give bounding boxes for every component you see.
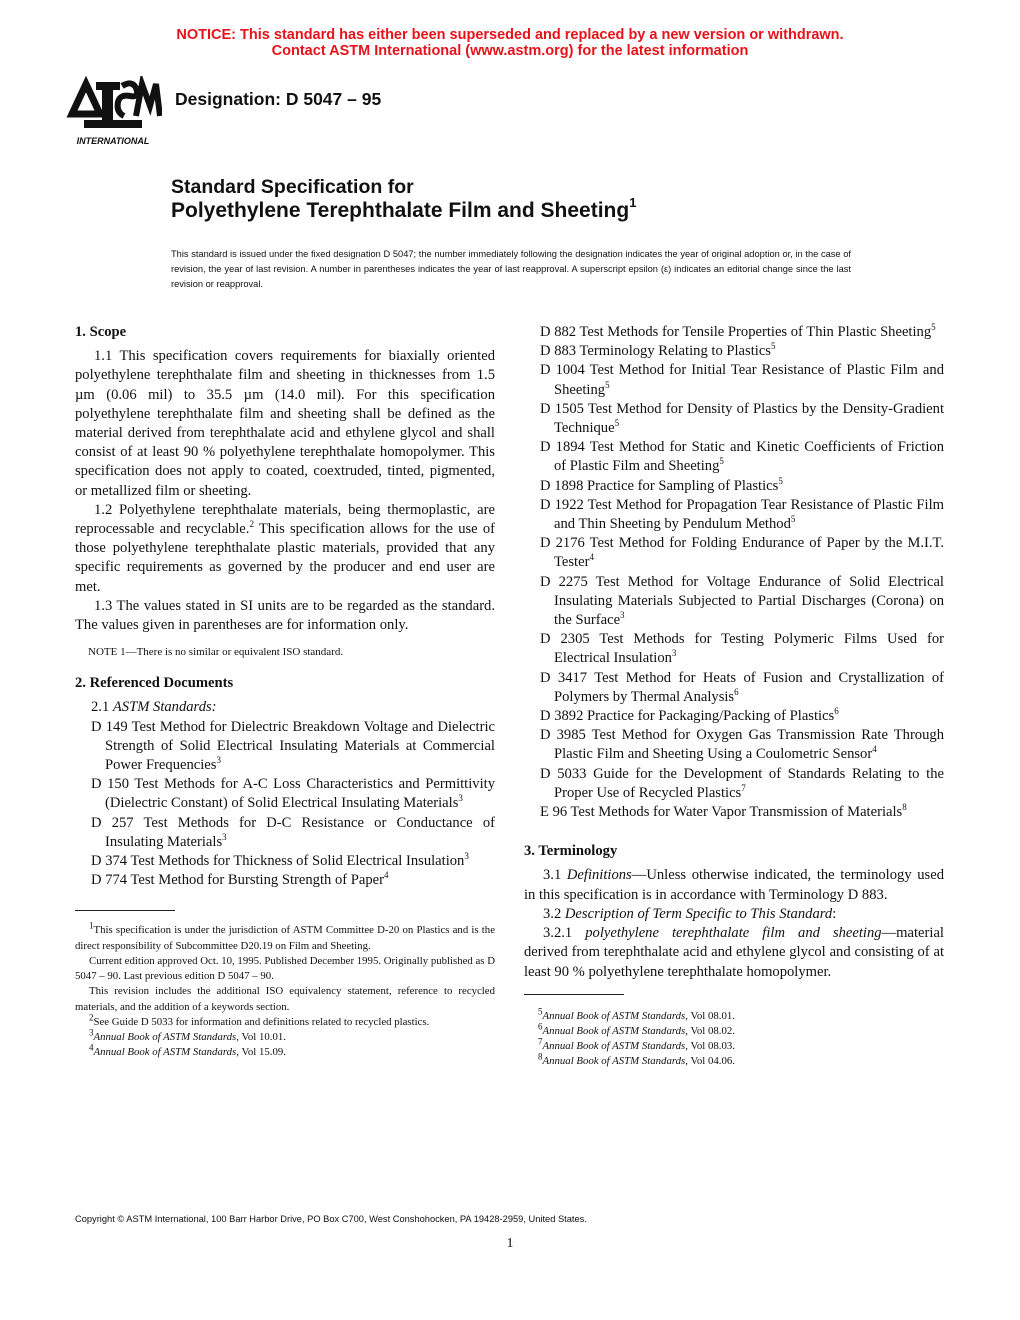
para-text: —material derived from terephthalate acid and ethylene glycol and consisting of at least 90 % polyethylene terephthalate homopolymer.	[524, 925, 944, 980]
reference-item	[524, 707, 944, 726]
footnote-ref: 5	[614, 418, 620, 429]
reference-text: D 1898 Practice for Sampling of Plastics	[540, 477, 779, 494]
footnote-text: , Vol 10.01.	[236, 1030, 286, 1043]
footnote-italic: Annual Book of ASTM Standards	[542, 1040, 686, 1053]
footnote-ref: 7	[741, 783, 746, 794]
title-text: Polyethylene Terephthalate Film and Sheeting	[171, 199, 630, 222]
reference-item	[524, 361, 944, 399]
footnote-text: See Guide D 5033 for information and definitions related to recycled plastics.	[93, 1015, 430, 1028]
page-number: 1	[506, 1236, 514, 1251]
reference-item	[524, 323, 944, 342]
reference-item	[524, 669, 944, 707]
reference-item	[524, 803, 944, 822]
footnote-ref: 3	[671, 648, 677, 659]
withdrawal-notice	[0, 27, 1020, 59]
reference-item	[524, 765, 944, 803]
reference-text: D 3417 Test Method for Heats of Fusion and Crystallization of Polymers by Thermal Analysis	[540, 669, 944, 705]
footnote-ref: 2	[249, 519, 254, 530]
footnote-ref: 5	[719, 456, 724, 467]
reference-item	[524, 342, 944, 361]
footnote-italic: Annual Book of ASTM Standards	[93, 1046, 237, 1059]
reference-text: D 883 Terminology Relating to Plastics	[540, 343, 771, 360]
para-num: 3.1	[543, 867, 567, 884]
para-num: 3.2.1	[543, 925, 586, 942]
astm-logo-icon	[64, 76, 162, 148]
footnote	[524, 1021, 944, 1039]
footnote-ref: 3	[216, 755, 221, 766]
para-italic: polyethylene terephthalate film and sheeting	[585, 925, 882, 942]
footnote-mark: 4	[89, 1042, 94, 1053]
reference-text: D 774 Test Method for Bursting Strength of Paper	[91, 872, 384, 889]
right-footnotes	[524, 1006, 944, 1070]
reference-text: D 1894 Test Method for Static and Kinetic Coefficients of Friction of Plastic Film and Sheeting	[540, 439, 944, 475]
footnote-text: , Vol 15.09.	[236, 1046, 286, 1059]
reference-item	[75, 814, 495, 852]
reference-text: D 2275 Test Method for Voltage Endurance of Solid Electrical Insulating Materials Subjected to Partial Discharges (Corona) on the Surface	[540, 573, 944, 629]
footnote-ref: 4	[589, 552, 594, 563]
reference-item	[524, 496, 944, 534]
footnote-text: , Vol 08.03.	[685, 1040, 735, 1053]
left-reference-list	[75, 718, 495, 891]
issue-note: This standard is issued under the fixed designation D 5047; the number immediately following the designation indicates the year of original adoption or, in the case of revision, the year of last revision. A number in parentheses indicates the year of last reapproval. A superscript epsilon (ε) indicates an editorial change since the last revision or reapproval.	[171, 249, 851, 289]
reference-text: D 1505 Test Method for Density of Plastics by the Density-Gradient Technique	[540, 400, 944, 437]
scope-para-2-cont: This specification allows for the use of those polyethylene terephthalate plastic materials, provided that any specific requirements as governed by the producer and end user are met.	[75, 521, 495, 595]
sub-num: 2.1	[91, 699, 113, 716]
footnote-ref: 6	[734, 687, 739, 697]
footnote-italic: Annual Book of ASTM Standards	[542, 1009, 686, 1022]
para-num: 3.2	[543, 905, 565, 922]
footnote-1	[75, 920, 495, 953]
reference-item	[524, 438, 944, 476]
right-reference-list	[524, 323, 944, 822]
footnote-mark: 8	[538, 1051, 543, 1062]
footnote-ref: 8	[902, 802, 907, 813]
footnote-ref: 4	[872, 744, 877, 755]
footnote-text: , Vol 08.02.	[685, 1024, 735, 1037]
footnote-ref: 3	[458, 793, 463, 804]
footnote-ref: 5	[931, 322, 936, 333]
reference-text: D 2305 Test Methods for Testing Polymeric Films Used for Electrical Insulation	[540, 631, 944, 667]
terminology-heading: 3. Terminology	[524, 843, 618, 860]
footnote-italic: Annual Book of ASTM Standards	[542, 1055, 686, 1068]
astm-standards-label	[75, 698, 495, 717]
scope-para-2	[75, 501, 495, 597]
scope-heading: 1. Scope	[75, 324, 127, 340]
scope-para-2-text: 1.2 Polyethylene terephthalate materials, being thermoplastic, are reprocessable and recyclable.	[75, 501, 495, 538]
reference-text: D 1922 Test Method for Propagation Tear Resistance of Plastic Film and Thin Sheeting by Pendulum Method	[540, 496, 944, 533]
reference-text: D 5033 Guide for the Development of Standards Relating to the Proper Use of Recycled Plastics	[540, 765, 944, 801]
reference-item	[75, 718, 495, 776]
footnote-mark: 6	[538, 1021, 543, 1032]
reference-text: D 2176 Test Method for Folding Endurance of Paper by the M.I.T. Tester	[540, 535, 944, 571]
logo-label: INTERNATIONAL	[76, 136, 150, 146]
footnote-mark: 5	[538, 1006, 543, 1017]
para-italic: Description of Term Specific to This Standard	[564, 905, 833, 922]
footnote-3	[75, 1027, 495, 1045]
footnote-mark: 2	[89, 1012, 94, 1023]
footnote-ref: 5	[778, 475, 783, 486]
para-text: :	[832, 905, 837, 922]
footnote-ref: 5	[605, 379, 610, 390]
footnote	[524, 1006, 944, 1024]
reference-item	[524, 726, 944, 764]
reference-text: D 882 Test Methods for Tensile Properties of Thin Plastic Sheeting	[540, 324, 932, 340]
reference-text: D 374 Test Methods for Thickness of Solid Electrical Insulation	[91, 853, 465, 870]
footnote-ref: 3	[620, 610, 625, 621]
terminology-para-1	[524, 866, 944, 904]
footnote-ref: 3	[464, 851, 469, 862]
notice-line-1: NOTICE: This standard has either been superseded and replaced by a new version or withdrawn.	[176, 27, 844, 43]
footnote-1b: Current edition approved Oct. 10, 1995. Published December 1995. Originally published as D 5047 – 90. Last previous edition D 5047 – 90.	[75, 954, 496, 983]
footnote-rule	[75, 910, 175, 911]
reference-item	[524, 573, 944, 631]
sub-label: ASTM Standards:	[112, 699, 217, 716]
title-line-2	[171, 195, 637, 224]
scope-para-3: 1.3 The values stated in SI units are to be regarded as the standard. The values given in parentheses are for information only.	[75, 597, 495, 634]
reference-item	[524, 630, 944, 668]
footnote-ref: 5	[770, 341, 776, 352]
reference-text: D 1004 Test Method for Initial Tear Resistance of Plastic Film and Sheeting	[540, 362, 944, 398]
footnote-text: This specification is under the jurisdiction of ASTM Committee D-20 on Plastics and is the direct responsibility of Subcommittee D20.19 on Film and Sheeting.	[75, 924, 495, 952]
footnote-ref: 4	[384, 870, 389, 881]
reference-item	[75, 775, 495, 813]
reference-item	[524, 534, 944, 572]
footnote-rule	[524, 994, 624, 995]
footnote-mark: 1	[89, 920, 94, 931]
reference-item	[524, 477, 944, 496]
title-footnote-mark: 1	[629, 195, 637, 210]
footnote-text: , Vol 04.06.	[685, 1055, 735, 1068]
footnote-mark: 3	[89, 1027, 94, 1038]
footnote-italic: Annual Book of ASTM Standards	[542, 1024, 686, 1037]
footnote-4	[75, 1042, 495, 1060]
para-italic: Definitions	[566, 867, 632, 884]
scope-para-1: 1.1 This specification covers requirements for biaxially oriented polyethylene terephthalate film and sheeting in thicknesses from 1.5 µm (0.06 mil) to 35.5 µm (14.0 mil). For this specification polyethylene terephthalate film and sheeting shall be defined as the material derived from terephthalate acid and ethylene glycol and shall consist of at least 90 % polyethylene terephthalate homopolymer. This specification does not apply to coated, coextruded, tinted, pigmented, or metallized film or sheeting.	[75, 348, 495, 499]
footnote-ref: 6	[834, 706, 839, 717]
footnote	[524, 1051, 944, 1069]
reference-item	[524, 400, 944, 438]
footnote-ref: 3	[222, 832, 227, 843]
footnote-text: , Vol 08.01.	[685, 1009, 735, 1022]
reference-text: D 257 Test Methods for D-C Resistance or Conductance of Insulating Materials	[91, 814, 495, 850]
footnote-ref: 5	[790, 514, 796, 525]
referenced-heading: 2. Referenced Documents	[75, 675, 234, 692]
notice-line-2: Contact ASTM International (www.astm.org) for the latest information	[271, 43, 749, 59]
left-column	[75, 323, 495, 1060]
reference-text: D 3985 Test Method for Oxygen Gas Transmission Rate Through Plastic Film and Sheeting Using a Coulometric Sensor	[540, 727, 944, 763]
reference-text: D 3892 Practice for Packaging/Packing of Plastics	[540, 708, 835, 725]
terminology-para-2	[524, 905, 944, 924]
note-1: NOTE 1—There is no similar or equivalent ISO standard.	[88, 646, 344, 659]
title-line-1: Standard Specification for	[171, 176, 414, 198]
reference-text: E 96 Test Methods for Water Vapor Transmission of Materials	[540, 804, 903, 821]
left-footnotes	[75, 920, 496, 1060]
reference-text: D 150 Test Methods for A-C Loss Characteristics and Permittivity (Dielectric Constant) of Solid Electrical Insulating Materials	[91, 776, 495, 812]
footnote-mark: 7	[538, 1036, 543, 1047]
right-column	[524, 323, 944, 1070]
para-text: —Unless otherwise indicated, the terminology used in this specification is in accordance with Terminology D 883.	[524, 867, 944, 903]
reference-item	[75, 871, 495, 890]
reference-item	[75, 852, 495, 871]
footnote-italic: Annual Book of ASTM Standards	[93, 1030, 237, 1043]
reference-text: D 149 Test Method for Dielectric Breakdown Voltage and Dielectric Strength of Solid Electrical Insulating Materials at Commercial Power Frequencies	[91, 718, 495, 774]
footnote-1c: This revision includes the additional ISO equivalency statement, reference to recycled materials, and the addition of a keywords section.	[75, 985, 495, 1013]
designation: Designation: D 5047 – 95	[175, 89, 382, 109]
terminology-para-3	[524, 924, 944, 982]
footnote-2	[75, 1012, 495, 1030]
footnote	[524, 1036, 944, 1054]
copyright: Copyright © ASTM International, 100 Barr Harbor Drive, PO Box C700, West Conshohocken, PA 19428-2959, United States.	[75, 1214, 587, 1224]
